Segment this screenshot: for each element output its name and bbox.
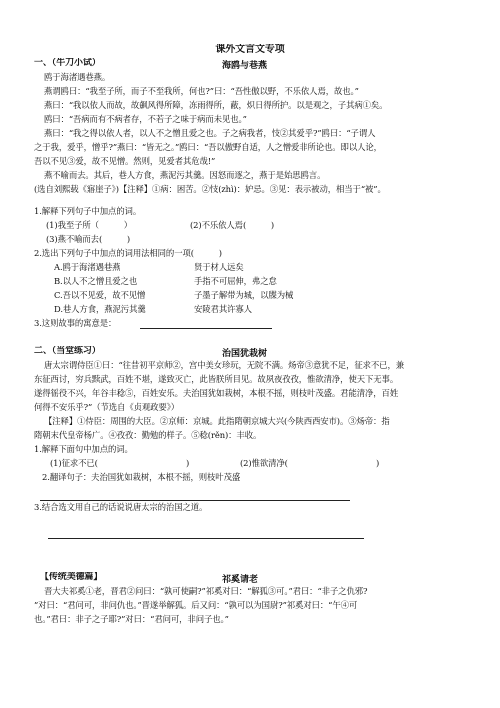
section-2-heading: 二、（当堂练习） — [34, 346, 101, 356]
s2-q1-item: (2)惟欲清净( — [240, 458, 288, 468]
answer-line[interactable] — [48, 538, 364, 539]
s1-paragraph: 燕不喻而去。其后，巷人方食，燕泥污其羹。因怒而逐之，燕于是始思鸥言。 — [44, 170, 326, 180]
section-2-title: 治国犹栽树 — [222, 349, 268, 359]
s1-q2-option: D.巷人方食，燕泥污其羹 — [54, 304, 146, 314]
s1-source: (选自刘熙载《寤崖子》) — [34, 184, 119, 194]
doc-title: 课外文言文专项 — [215, 44, 285, 55]
s1-paragraph: 鸥于海渚遇巷燕。 — [44, 72, 111, 82]
s2-q1-item: (1)征求不已( — [50, 458, 98, 468]
s2-question-2: 2.翻译句子：夫治国犹如栽树，本根不摇，则枝叶茂盛 — [42, 472, 241, 482]
s1-q2-option: 子墨子解带为城，以牒为械 — [194, 290, 294, 300]
s1-q2-option: B.以人不之憎且爱之也 — [54, 276, 138, 286]
answer-line[interactable] — [140, 328, 272, 329]
s1-q1-item: (1)我至子所（ ） — [46, 220, 133, 230]
s1-paragraph: 鸥曰：“吾病而有不病者存，不若子之味于病而未见也。” — [44, 114, 247, 124]
s1-question-1: 1.解释下列句子中加点的词。 — [34, 206, 142, 216]
s1-q1-item: (2)不乐依人焉( ) — [190, 220, 275, 230]
s1-q2-option: C.吾以不见爱，故不见憎 — [54, 290, 146, 300]
s2-paragraph: 唐太宗谓侍臣①曰：“往昔初平京师②，宫中美女珍玩，无院不满。炀帝③意犹不足，征求不已，兼 — [44, 360, 405, 370]
s2-notes: 【注释】①侍臣：周围的大臣。②京师：京城。此指隋朝京城大兴(今陕西西安市)。③炀帝：指 — [44, 416, 390, 426]
s3-paragraph: 也。”君曰：非子之子耶?”对曰：“君问可，非问子也。” — [34, 614, 229, 624]
s3-paragraph: ”对曰：“君问可，非问仇也。”晋遂举解狐。后又问：“孰可以为国尉?”祁奚对曰：“午④可 — [34, 600, 358, 610]
s2-notes: 隋朝末代皇帝杨广。④孜孜：勤勉的样子。⑤稔(rěn)：丰收。 — [34, 430, 262, 440]
s1-q1-item: (3)燕不喻而去( ) — [46, 234, 131, 244]
section-3-title: 祁奚请老 — [222, 575, 259, 585]
s1-paragraph: 燕谓鸥曰：“我至子所，而子不至我所，何也?”曰：“吾性傲以野，不乐依人焉，故也。” — [44, 86, 359, 96]
s1-question-2: 2.选出下列句子中加点的词用法相同的一项( ) — [34, 248, 222, 258]
s1-q2-option: A.鸥于海渚遇巷燕 — [54, 262, 121, 272]
s3-paragraph: 晋大夫祁奚①老，晋君②问曰：“孰可使嗣?”祁奚对曰：“解狐③可。”君曰：“非子之仇邪? — [44, 586, 368, 596]
s1-paragraph: 吾以不见③爱，故不见憎。然则，见爱者其危哉!” — [34, 156, 216, 166]
s1-q2-option: 安陵君其许寡人 — [194, 304, 252, 314]
s2-paragraph: 东征西讨，穷兵黩武，百姓不堪，遂致灭亡，此皆朕所目见。故夙夜孜孜，惟欲清净，使天下无事。 — [34, 374, 399, 384]
section-1-title: 海鸥与巷燕 — [222, 61, 268, 71]
s1-paragraph: 燕曰：“我以依人而故，故飙风得所障，冻雨得所，蔽，炽日得所护。以是观之，子其病①矣。 — [44, 100, 388, 110]
s2-question-3: 3.结合选文用自己的话说说唐太宗的治国之道。 — [34, 502, 208, 512]
s1-question-3: 3.这则故事的寓意是： — [34, 318, 117, 328]
answer-line[interactable] — [40, 500, 350, 501]
s2-question-1: 1.解释下面句中加点的词。 — [34, 444, 133, 454]
s2-q1-close: ) — [186, 458, 190, 468]
s2-paragraph: 遂得徭役不兴，年谷丰稔⑤，百姓安乐。夫治国犹如栽树，本根不摇，则枝叶茂盛。君能清净，百姓 — [34, 388, 399, 398]
s1-q2-option: 手指不可屈伸，弗之怠 — [194, 276, 277, 286]
section-1-heading: 一、（牛刀小试） — [34, 58, 101, 68]
s2-q1-close: ) — [376, 458, 380, 468]
s1-notes: 【注释】①病：困苦。②忮(zhì)：妒忌。③见：表示被动，相当于“被”。 — [118, 184, 386, 194]
s1-source-and-notes — [34, 184, 494, 195]
s1-paragraph: 燕曰：“我之得以依人者，以人不之憎且爱之也。子之病我者，忮②其爱乎?”鸥曰：“子谓人 — [44, 128, 376, 138]
s2-paragraph: 何得不安乐乎?”（节选自《贞观政要》） — [34, 402, 180, 412]
s1-q2-option: 贤于材人远矣 — [194, 262, 244, 272]
section-3-heading: 【传统美德篇】 — [40, 572, 103, 582]
s1-paragraph: 之于我，爱乎，憎乎?”燕曰：“皆无之。”鸥曰：“吾以傲野自适，人之憎爱非所论也。即以人论， — [34, 142, 382, 152]
